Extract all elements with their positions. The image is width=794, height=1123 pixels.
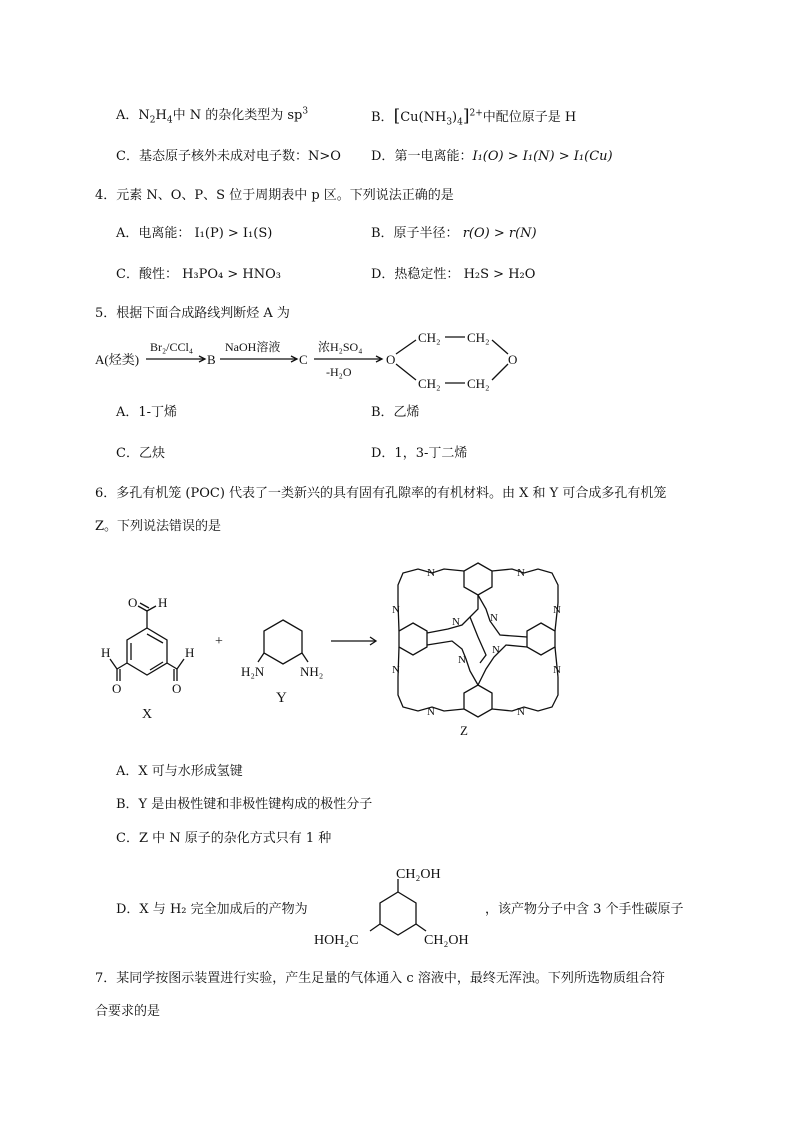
q6-stem-line-1: 6．多孔有机笼 (POC) 代表了一类新兴的具有固有孔隙率的有机材料。由 X 和 Y 可合成多孔有机笼	[95, 486, 667, 501]
z-benzene-left	[399, 623, 427, 655]
q5-ring-ch2-br: CH₂	[467, 376, 490, 391]
y-cyclohexane-ring	[264, 620, 302, 664]
q5-stem: 5．根据下面合成路线判断烃 A 为	[95, 306, 290, 321]
x-cho-left-bond	[117, 663, 127, 669]
q4-option-c: C．酸性： H₃PO₄ > HNO₃	[116, 267, 281, 282]
z-n-8: N	[517, 706, 525, 718]
molecule-z	[392, 563, 561, 738]
d-ch2oh-top: CH₂OH	[396, 867, 441, 882]
x-cho-right-bond	[167, 663, 177, 669]
molecule-y	[241, 620, 323, 706]
x-cho-right-ch	[177, 659, 184, 669]
z-n-6: N	[553, 664, 561, 676]
z-label: Z	[460, 723, 468, 738]
z-n-3: N	[392, 604, 400, 616]
d-bond-left	[370, 924, 380, 931]
q5-ring-ch2-tl: CH₂	[418, 330, 441, 345]
z-inner-link-2	[478, 595, 527, 637]
z-frame-bottom-right	[492, 677, 558, 711]
q4-option-a: A．电离能： I₁(P) > I₁(S)	[116, 226, 273, 241]
q5-ring-o-left: O	[386, 352, 396, 367]
z-n-9: N	[452, 616, 460, 628]
q5-ring-bond-tl	[396, 340, 416, 354]
y-label: Y	[276, 690, 287, 706]
x-double-bond-2	[147, 634, 163, 643]
q5-ring-bond-bl	[396, 364, 416, 380]
z-inner-cross	[470, 617, 486, 663]
z-n-10: N	[490, 612, 498, 624]
q5-option-d: D．1，3-丁二烯	[371, 446, 468, 461]
z-benzene-right	[527, 623, 555, 655]
molecule-x	[101, 595, 194, 722]
y-h2n: H₂N	[241, 664, 265, 679]
q4-stem: 4．元素 N、O、P、S 位于周期表中 p 区。下列说法正确的是	[95, 188, 454, 203]
z-n-2: N	[517, 567, 525, 579]
x-label: X	[142, 707, 153, 722]
q5-reagent-2: NaOH溶液	[225, 340, 281, 354]
q5-ring-bond-br	[492, 364, 508, 380]
x-atom-h-top: H	[158, 595, 168, 610]
q5-reagent-3-top: 浓H₂SO₄	[318, 340, 363, 354]
x-atom-h-left: H	[101, 645, 111, 660]
y-nh2-left-bond	[258, 653, 264, 662]
q5-option-c: C．乙炔	[116, 446, 165, 461]
q5-start-text: A(烃类)	[95, 352, 140, 367]
q5-ring-bond-tr	[492, 340, 508, 354]
q6-option-b: B．Y 是由极性键和非极性键构成的极性分子	[116, 797, 373, 812]
q5-ring-o-right: O	[508, 352, 518, 367]
z-inner-link-3	[427, 641, 478, 685]
d-bond-right	[416, 924, 426, 931]
q3-option-c: C．基态原子核外未成对电子数：N>O	[116, 149, 341, 164]
z-n-7: N	[427, 706, 435, 718]
q4-option-b: B．原子半径： r(O) > r(N)	[371, 226, 537, 241]
q5-reagent-3-bottom: -H₂O	[326, 365, 352, 379]
d-ch2oh-right: CH₂OH	[424, 933, 469, 948]
z-benzene-top	[464, 563, 492, 595]
q3-option-d: D．第一电离能：I₁(O) > I₁(N) > I₁(Cu)	[371, 149, 613, 164]
x-benzene-ring	[127, 628, 167, 675]
z-inner-link-4	[478, 645, 527, 685]
q4-option-d: D．热稳定性： H₂S > H₂O	[371, 267, 536, 282]
z-n-11: N	[458, 654, 466, 666]
z-benzene-bottom	[464, 685, 492, 717]
z-n-1: N	[427, 567, 435, 579]
d-cyclohexane-ring	[380, 892, 416, 935]
x-atom-o-right: O	[172, 681, 182, 696]
q6-option-d-part1: D．X 与 H₂ 完全加成后的产物为	[116, 902, 308, 917]
z-n-12: N	[492, 644, 500, 656]
q6-reaction-scheme	[0, 545, 794, 745]
q5-option-b: B．乙烯	[371, 405, 420, 420]
d-ch2oh-left: HOH₂C	[314, 933, 359, 948]
z-frame-top-right	[492, 569, 558, 603]
q5-ring-ch2-bl: CH₂	[418, 376, 441, 391]
z-n-4: N	[553, 604, 561, 616]
plus-sign: +	[215, 634, 223, 649]
q6-stem-line-2: Z。下列说法错误的是	[95, 519, 222, 534]
z-n-5: N	[392, 664, 400, 676]
q7-stem-line-1: 7．某同学按图示装置进行实验，产生足量的气体通入 c 溶液中，最终无浑浊。下列所选物质组合符	[95, 971, 665, 986]
q3-option-b: B．$[Cu(NH_3)_4]^{2+}$中配位原子是 H	[371, 106, 577, 128]
q5-synthesis-route	[0, 330, 794, 400]
x-cho-top-ch	[147, 606, 156, 611]
q6-option-d-part2: ，该产物分子中含 3 个手性碳原子	[485, 902, 684, 917]
x-atom-o-top: O	[128, 595, 138, 610]
q5-c-text: C	[299, 352, 308, 367]
x-cho-left-ch	[110, 659, 117, 669]
q5-reagent-1: Br₂/CCl₄	[150, 340, 194, 354]
x-atom-o-left: O	[112, 681, 122, 696]
y-nh2: NH₂	[300, 664, 324, 679]
q3-option-a: A．$N_2H_4$中 N 的杂化类型为 $sp^3$	[116, 106, 309, 126]
q6-option-a: A．X 可与水形成氢键	[116, 764, 243, 779]
x-atom-h-right: H	[185, 645, 195, 660]
q5-option-a: A．1-丁烯	[116, 405, 178, 420]
q6-option-d-structure	[310, 862, 510, 952]
q7-stem-line-2: 合要求的是	[95, 1004, 161, 1019]
q6-option-c: C．Z 中 N 原子的杂化方式只有 1 种	[116, 831, 332, 846]
q5-b-text: B	[207, 352, 216, 367]
y-nh2-right-bond	[302, 653, 308, 662]
q5-ring-ch2-tr: CH₂	[467, 330, 490, 345]
